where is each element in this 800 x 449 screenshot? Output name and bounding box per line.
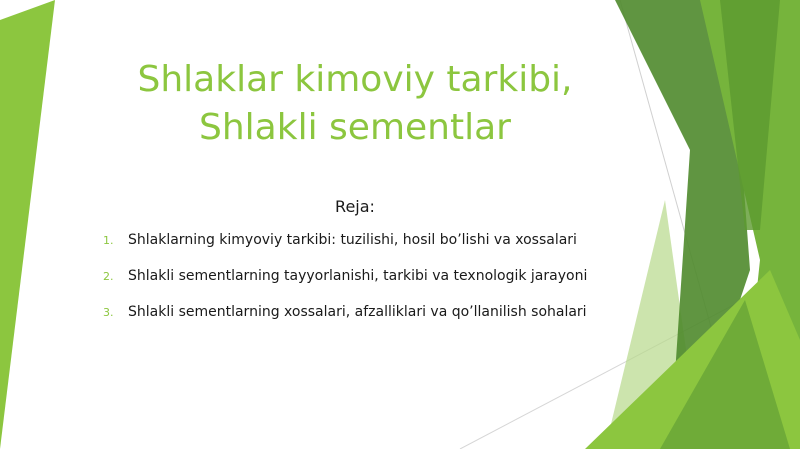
- agenda-text: Shlaklarning kimyoviy tarkibi: tuzilishi, hosil bo’lishi va xossalari: [128, 232, 577, 248]
- agenda-number: 3.: [103, 306, 114, 319]
- agenda-text: Shlakli sementlarning tayyorlanishi, tarkibi va texnologik jarayoni: [128, 268, 588, 284]
- agenda-list: [100, 228, 610, 336]
- title-line-2: Shlakli sementlar: [199, 107, 511, 148]
- title-line-1: Shlaklar kimoviy tarkibi,: [137, 59, 573, 100]
- agenda-item-3: [100, 300, 610, 325]
- left-green-wedge: [0, 0, 55, 449]
- agenda-number: 2.: [103, 270, 114, 283]
- slide-title: [100, 56, 610, 152]
- agenda-item-2: [100, 264, 610, 289]
- subtitle: Reja:: [335, 197, 375, 216]
- agenda-item-1: [100, 228, 610, 253]
- agenda-text: Shlakli sementlarning xossalari, afzalliklari va qo’llanilish sohalari: [128, 304, 587, 320]
- agenda-number: 1.: [103, 234, 114, 247]
